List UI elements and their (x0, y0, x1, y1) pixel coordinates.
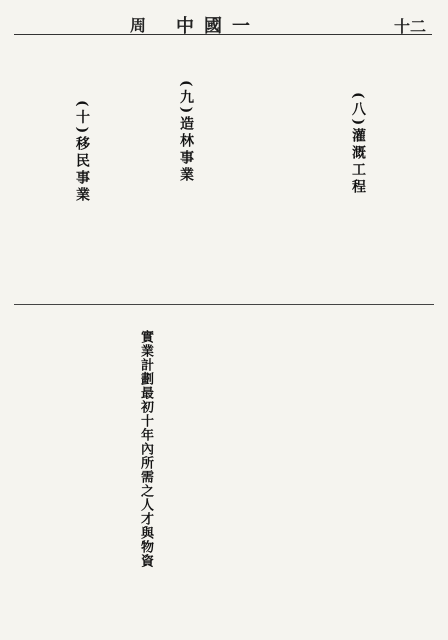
article-top-right-body (374, 40, 434, 298)
article-eight-title: (八)灌溉工程 (350, 92, 366, 197)
paper-name: 中國一 (176, 16, 260, 37)
paper-weekly: 周 (130, 16, 147, 35)
article-nine-body (96, 40, 174, 298)
article-nine-title: (九)造林事業 (178, 80, 194, 185)
article-ten-body (14, 40, 70, 298)
article-lower-left-body (14, 312, 132, 630)
page-header (14, 10, 432, 35)
article-eight-body (200, 40, 346, 298)
page-number: 十二 (393, 17, 426, 36)
article-plan-title: 實業計劃最初十年內所需之人才與物資 (138, 330, 153, 568)
article-lower-right-body (166, 312, 434, 630)
band-divider (14, 304, 434, 305)
article-ten-title: (十)移民事業 (74, 100, 90, 205)
